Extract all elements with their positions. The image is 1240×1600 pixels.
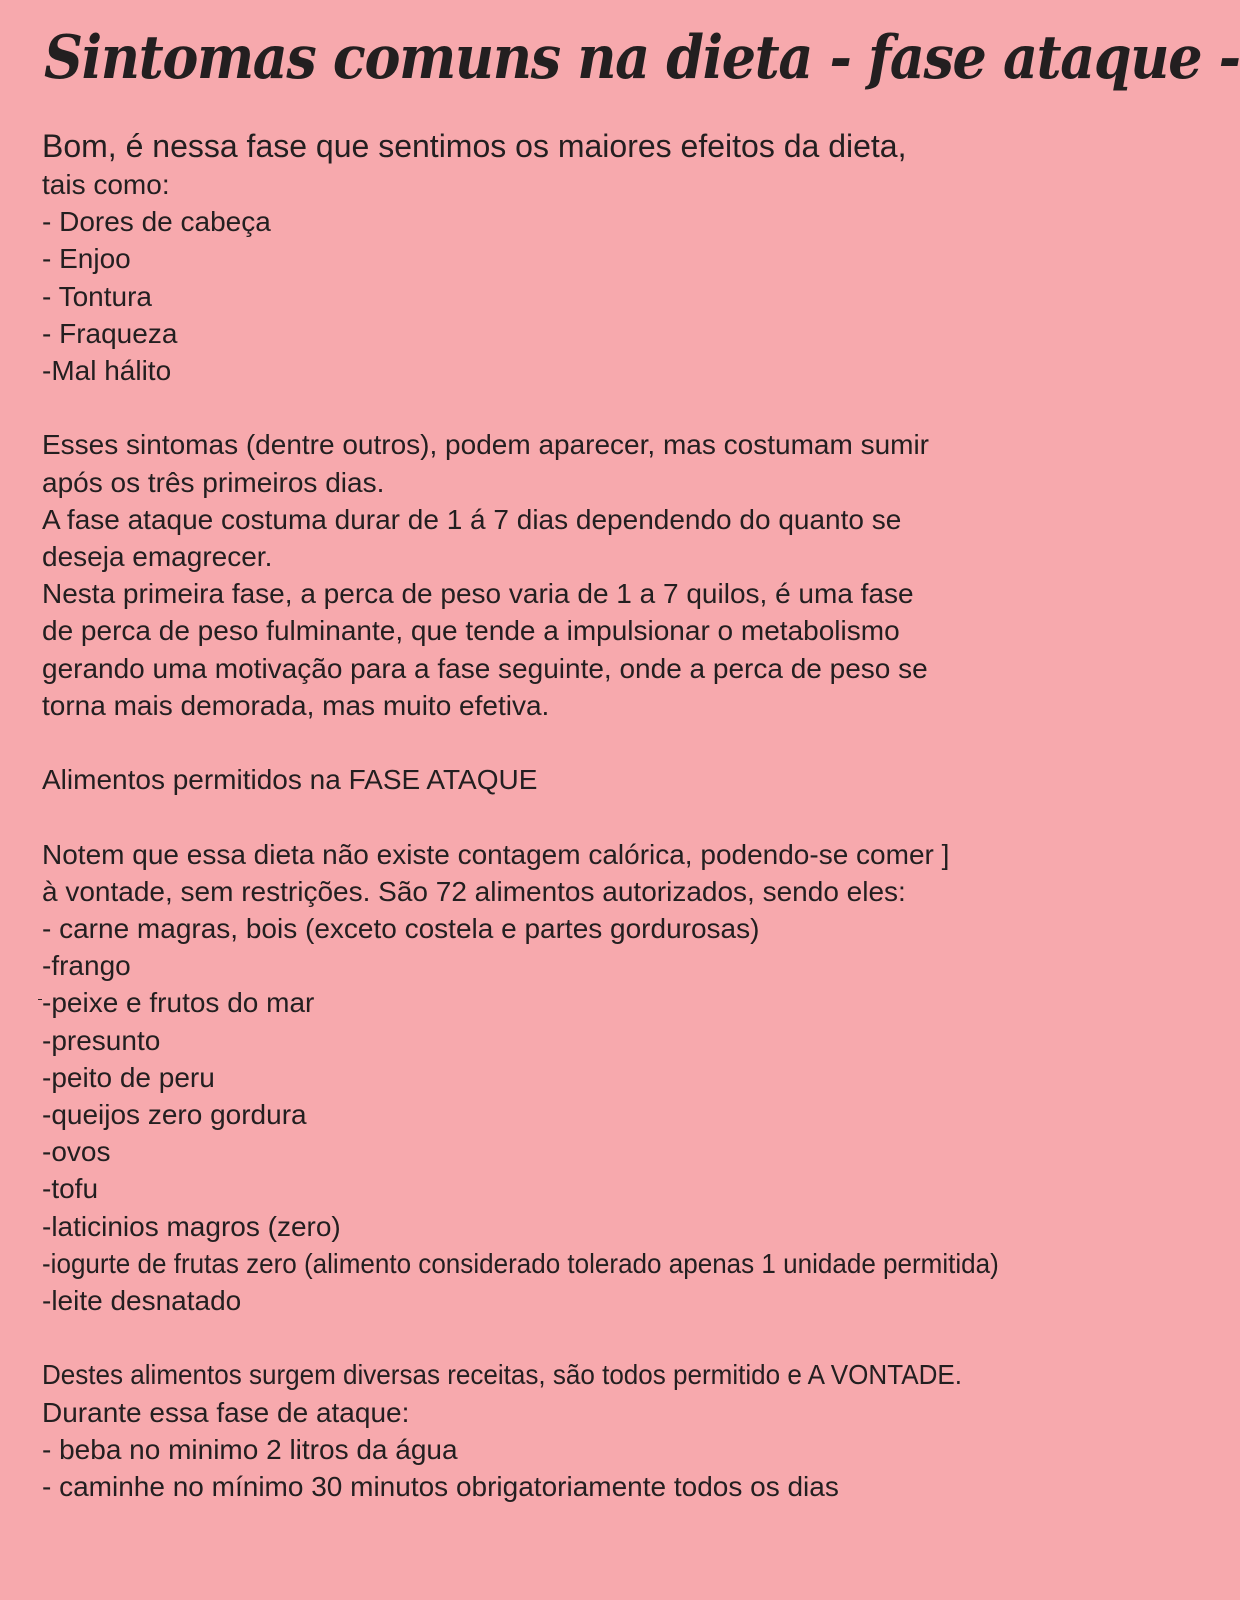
spacer xyxy=(42,389,1102,426)
foods-list xyxy=(42,910,1102,1319)
tip-item: - beba no minimo 2 litros da água xyxy=(42,1433,458,1465)
paragraph-line: de perca de peso fulminante, que tende a impulsionar o metabolismo xyxy=(42,615,900,647)
food-item: -laticinios magros (zero) xyxy=(42,1210,341,1242)
paragraph-line xyxy=(42,1356,1102,1393)
food-item xyxy=(42,984,1102,1021)
paragraph-line: após os três primeiros dias. xyxy=(42,466,385,498)
symptoms-list xyxy=(42,203,1102,389)
symptom-item: - Enjoo xyxy=(42,243,131,275)
paragraph-line: Nesta primeira fase, a perca de peso varia de 1 a 7 quilos, é uma fase xyxy=(42,578,914,610)
paragraph-line: Notem que essa dieta não existe contagem calórica, podendo-se comer ] xyxy=(42,838,950,870)
food-item: -presunto xyxy=(42,1024,161,1056)
paragraph-line: Durante essa fase de ataque: xyxy=(42,1396,410,1428)
foods-heading: Alimentos permitidos na FASE ATAQUE xyxy=(42,764,538,796)
symptom-item: - Tontura xyxy=(42,280,152,312)
food-item-text: -peixe e frutos do mar xyxy=(42,987,315,1019)
stray-tick-mark xyxy=(38,999,42,1000)
tip-item: - caminhe no mínimo 30 minutos obrigatoriamente todos os dias xyxy=(42,1471,839,1503)
document-body xyxy=(42,126,1102,1505)
closing-line-text: Destes alimentos surgem diversas receitas, são todos permitido e A VONTADE. xyxy=(42,1359,962,1391)
food-item: -queijos zero gordura xyxy=(42,1099,307,1131)
food-item: -frango xyxy=(42,950,131,982)
paragraph-line: à vontade, sem restrições. São 72 alimentos autorizados, sendo eles: xyxy=(42,875,906,907)
phase-description xyxy=(42,426,1102,724)
food-item: -peito de peru xyxy=(42,1061,215,1093)
paragraph-line: gerando uma motivação para a fase seguinte, onde a perca de peso se xyxy=(42,652,928,684)
paragraph-line: torna mais demorada, mas muito efetiva. xyxy=(42,689,550,721)
symptom-item: - Dores de cabeça xyxy=(42,206,271,238)
paragraph-line: deseja emagrecer. xyxy=(42,541,273,573)
paragraph-line: Esses sintomas (dentre outros), podem aparecer, mas costumam sumir xyxy=(42,429,930,461)
page-title: Sintomas comuns na dieta - fase ataque - xyxy=(44,23,1240,93)
closing-section xyxy=(42,1356,1102,1505)
food-item: - carne magras, bois (exceto costela e partes gordurosas) xyxy=(42,913,760,945)
spacer xyxy=(42,798,1102,835)
spacer xyxy=(42,724,1102,761)
symptom-item: - Fraqueza xyxy=(42,317,178,349)
food-item: -ovos xyxy=(42,1136,111,1168)
food-item: -leite desnatado xyxy=(42,1285,242,1317)
foods-intro xyxy=(42,836,1102,910)
paragraph-line: A fase ataque costuma durar de 1 á 7 dias dependendo do quanto se xyxy=(42,503,902,535)
symptom-item: -Mal hálito xyxy=(42,355,172,387)
symptoms-lead: tais como: xyxy=(42,169,170,200)
food-item xyxy=(42,1245,1102,1282)
food-item-text: -iogurte de frutas zero (alimento considerado tolerado apenas 1 unidade permitida) xyxy=(42,1247,999,1279)
food-item: -tofu xyxy=(42,1173,99,1205)
spacer xyxy=(42,1319,1102,1356)
intro-line: Bom, é nessa fase que sentimos os maiores efeitos da dieta, xyxy=(42,128,907,164)
